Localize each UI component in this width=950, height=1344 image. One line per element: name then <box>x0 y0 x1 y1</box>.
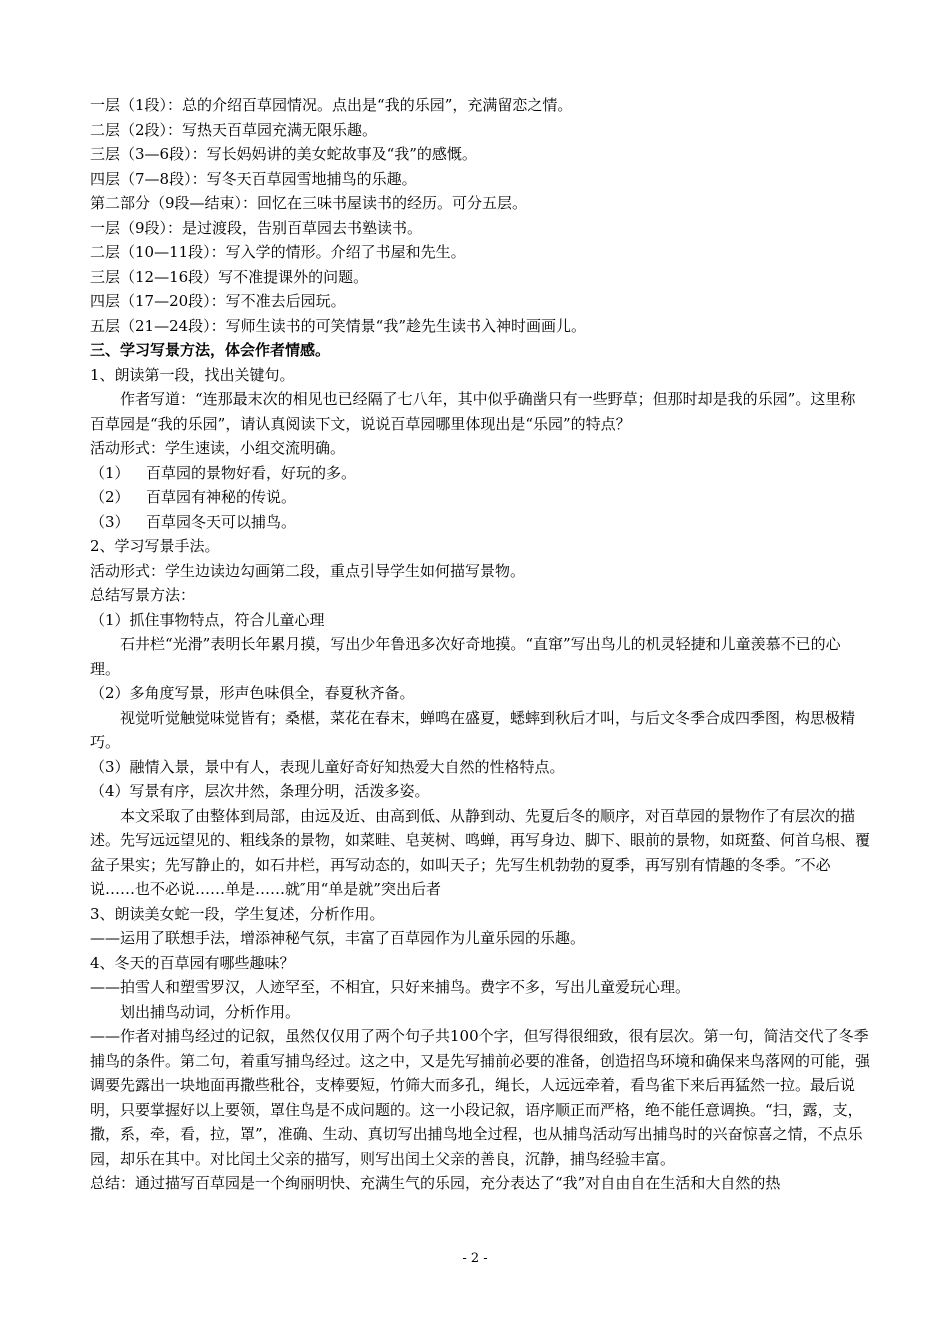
method-1-paragraph: 石井栏“光滑”表明长年累月摸，写出少年鲁迅多次好奇地摸。“直窜”写出鸟儿的机灵轻捷和儿童羡慕不已的心理。 <box>90 635 841 678</box>
page-number: - 2 - <box>462 1251 488 1266</box>
step-4-answer: ——拍雪人和塑雪罗汉，人迹罕至，不相宜，只好来捕鸟。费字不多，写出儿童爱玩心理。 <box>90 978 691 996</box>
outline-line-3: 三层（3—6段）：写长妈妈讲的美女蛇故事及“我”的感慨。 <box>90 145 477 163</box>
step-4-title: 4、冬天的百草园有哪些趣味？ <box>90 953 295 972</box>
outline-line-4: 四层（7—8段）：写冬天百草园雪地捕鸟的乐趣。 <box>90 169 417 188</box>
step-3-title: 3、朗读美女蛇一段，学生复述，分析作用。 <box>90 904 385 923</box>
step-3-answer: ——运用了联想手法，增添神秘气氛，丰富了百草园作为儿童乐园的乐趣。 <box>90 929 586 947</box>
outline-line-8: 三层（12—16段）写不准提课外的问题。 <box>90 267 369 286</box>
step-4-analysis: ——作者对捕鸟经过的记叙，虽然仅仅用了两个句子共100个字，但写得很细致，很有层次。第一句，简洁交代了冬季捕鸟的条件。第二句，着重写捕鸟经过。这之中，又是先写捕前必要的准备，创造招鸟环境和确保来鸟落网的可能，强调要先露出一块地面再撒些秕谷，支棒要短，竹筛大而多孔，绳长，人远远牵着，看鸟雀下来后再猛然一拉。最后说明，只要掌握好以上要领，罩住鸟是不成问题的。这一小段记叙，语序顺正而严格，绝不能任意调换。“扫，露，支，撒，系，牵，看，拉，罩”，准确、生动、真切写出捕鸟地全过程，也从捕鸟活动写出捕鸟时的兴奋惊喜之情，不点乐园，却乐在其中。对比闰土父亲的描写，则写出闰土父亲的善良，沉静，捕鸟经验丰富。 <box>90 1027 871 1168</box>
answer-item-text: 百草园有神秘的传说。 <box>146 488 297 506</box>
document-body <box>90 93 870 1196</box>
outline-line-2: 二层（2段）：写热天百草园充满无限乐趣。 <box>90 120 378 139</box>
method-3: （3）融情入景，景中有人，表现儿童好奇好知热爱大自然的性格特点。 <box>90 757 565 776</box>
outline-line-6: 一层（9段）：是过渡段，告别百草园去书塾读书。 <box>90 218 423 237</box>
summary-label: 总结写景方法： <box>90 586 196 604</box>
outline-line-10: 五层（21—24段）：写师生读书的可笑情景“我”趁先生读书入神时画画儿。 <box>90 316 587 335</box>
section-heading-3: 三、学习写景方法，体会作者情感。 <box>90 341 331 359</box>
step-1-activity: 活动形式：学生速读，小组交流明确。 <box>90 439 346 457</box>
step-1-title: 1、朗读第一段，找出关键句。 <box>90 365 295 384</box>
answer-item <box>90 461 870 486</box>
method-4-paragraph: 本文采取了由整体到局部，由远及近、由高到低、从静到动、先夏后冬的顺序，对百草园的景物作了有层次的描述。先写远远望见的、粗线条的景物，如菜畦、皂荚树、鸣蝉，再写身边、脚下、眼前的景物，如斑蝥、何首乌根、覆盆子果实；先写静止的，如石井栏，再写动态的，如叫天子；先写生机勃勃的夏季，再写别有情趣的冬季。″不必说……也不必说……单是……就″用“单是就”突出后者 <box>90 806 871 898</box>
conclusion: 总结：通过描写百草园是一个绚丽明快、充满生气的乐园，充分表达了“我”对自由自在生活和大自然的热 <box>90 1174 781 1192</box>
outline-line-1: 一层（1段）：总的介绍百草园情况。点出是“我的乐园”，充满留恋之情。 <box>90 96 573 114</box>
outline-line-9: 四层（17—20段）：写不准去后园玩。 <box>90 292 346 310</box>
step-1-paragraph: 作者写道：“连那最末次的相见也已经隔了七八年，其中似乎确凿只有一些野草；但那时却是我的乐园”。这里称百草园是“我的乐园”，请认真阅读下文，说说百草园哪里体现出是“乐园”的特点？ <box>90 390 856 433</box>
answer-item-number: （1） <box>90 463 130 482</box>
answer-item <box>90 485 870 510</box>
answer-item-text: 百草园冬天可以捕鸟。 <box>146 512 297 531</box>
outline-line-7: 二层（10—11段）：写入学的情形。介绍了书屋和先生。 <box>90 243 466 261</box>
outline-part-two: 第二部分（9段—结束）：回忆在三味书屋读书的经历。可分五层。 <box>90 194 528 212</box>
answer-item-number: （2） <box>90 488 130 506</box>
method-2: （2）多角度写景，形声色味俱全，春夏秋齐备。 <box>90 684 415 702</box>
method-2-paragraph: 视觉听觉触觉味觉皆有；桑椹，菜花在春末，蝉鸣在盛夏，蟋蟀到秋后才叫，与后文冬季合成四季图，构思极精巧。 <box>90 708 856 751</box>
answer-item-number: （3） <box>90 512 130 531</box>
method-4: （4）写景有序，层次井然，条理分明，活泼多姿。 <box>90 782 430 800</box>
step-4-task: 划出捕鸟动词，分析作用。 <box>120 1002 301 1021</box>
answer-item <box>90 510 870 535</box>
answer-item-text: 百草园的景物好看，好玩的多。 <box>146 463 357 482</box>
step-2-title: 2、学习写景手法。 <box>90 537 220 555</box>
step-2-activity: 活动形式：学生边读边勾画第二段，重点引导学生如何描写景物。 <box>90 561 526 580</box>
method-1: （1）抓住事物特点，符合儿童心理 <box>90 610 325 629</box>
